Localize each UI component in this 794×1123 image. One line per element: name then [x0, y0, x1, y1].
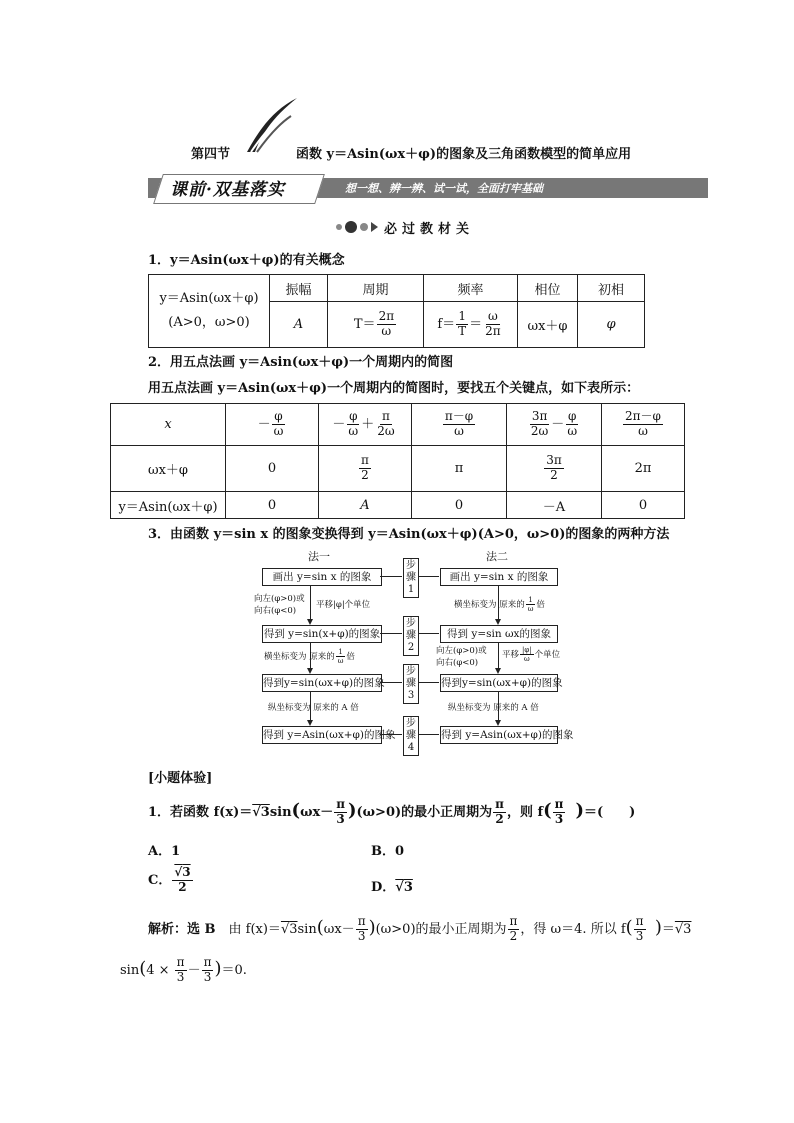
concept-label-line2: (A>0，ω>0)	[168, 315, 250, 330]
step-1: 步骤1	[403, 558, 419, 598]
m2-box-3: 得到y=sin(ωx+φ)的图象	[440, 674, 558, 692]
arrow-left	[380, 633, 402, 634]
header-swoosh-logo	[245, 96, 300, 154]
arrow-down-icon	[307, 668, 313, 674]
cell-frequency: f＝ $\frac{1}{T}$ ＝ $\frac{\omega}{2\pi}$	[424, 302, 518, 348]
m1-box-3: 得到y=sin(ωx+φ)的图象	[262, 674, 382, 692]
m1-note-1b: 向右(φ<0)	[254, 606, 297, 616]
cell-phase: ωx＋φ	[518, 302, 578, 348]
arrow-left	[380, 682, 402, 683]
phase-point-4: $\frac{3\pi}{2}$	[507, 446, 602, 492]
m2-note-2b: 向右(φ<0)	[436, 658, 479, 668]
x-point-2: － $\frac{\varphi}{\omega}$ ＋ $\frac{\pi}{2\omega}$	[319, 404, 412, 446]
banner-left-title: 课前·双基落实	[170, 180, 285, 200]
header-frequency: 频率	[424, 275, 518, 302]
row-label-y: y＝Asin(ωx＋φ)	[111, 492, 226, 519]
sec2-heading: 2．用五点法画 y＝Asin(ωx＋φ)一个周期内的简图	[148, 355, 454, 370]
five-point-table	[110, 403, 685, 519]
y-point-1: 0	[226, 492, 319, 519]
x-point-4: $\frac{3\pi}{2\omega}$ － $\frac{\varphi}{\omega}$	[507, 404, 602, 446]
option-c: C． $\frac{√3}{2}$	[148, 865, 191, 894]
phase-point-5: 2π	[602, 446, 685, 492]
arrow-right	[419, 633, 439, 634]
transform-diagram	[254, 548, 574, 753]
m1-note-1a: 向左(φ>0)或	[254, 594, 305, 604]
m2-box-1: 画出 y=sin x 的图象	[440, 568, 558, 586]
arrow-down-icon	[495, 668, 501, 674]
banner	[148, 178, 708, 198]
phase-point-1: 0	[226, 446, 319, 492]
header-initial-phase: 初相	[578, 275, 645, 302]
page-title: 函数 y＝Asin(ωx＋φ)的图象及三角函数模型的简单应用	[296, 147, 632, 162]
m1-box-4: 得到 y=Asin(ωx+φ)的图象	[262, 726, 382, 744]
arrow-right	[419, 682, 439, 683]
pass-badge	[336, 218, 496, 236]
answer-line-1: 解析：选 B 由 f(x)＝√3sin(ωx－ $\frac{\pi}{3}$ )(ω>0)的最小正周期为 $\frac{\pi}{2}$ ，得 ω＝4. 所以 f( $\frac{\pi}{3}$ )＝√3	[148, 914, 692, 943]
header-phase: 相位	[518, 275, 578, 302]
sec3-heading: 3．由函数 y＝sin x 的图象变换得到 y＝Asin(ωx＋φ)(A>0，ω>0)的图象的两种方法	[148, 527, 670, 542]
header-amplitude: 振幅	[270, 275, 328, 302]
arrow-down-icon	[495, 720, 501, 726]
m1-box-2: 得到 y=sin(x+φ)的图象	[262, 625, 382, 643]
dot-icon	[345, 221, 357, 233]
cell-period: T＝ $\frac{2\pi}{\omega}$	[328, 302, 424, 348]
option-b: B．0	[371, 844, 405, 859]
arrow-down-icon	[495, 619, 501, 625]
sec1-heading: 1．y＝Asin(ωx＋φ)的有关概念	[148, 253, 345, 268]
banner-right-text: 想一想、辨一辨、试一试，全面打牢基础	[345, 182, 543, 195]
y-point-5: 0	[602, 492, 685, 519]
m2-note-2c: 平移 $\frac{|\varphi|}{\omega}$ 个单位	[502, 646, 561, 664]
phase-point-3: π	[412, 446, 507, 492]
practice-label: [小题体验]	[148, 771, 213, 786]
x-point-3: $\frac{\pi-\varphi}{\omega}$	[412, 404, 507, 446]
header-period: 周期	[328, 275, 424, 302]
arrow-down-icon	[307, 619, 313, 625]
m2-note-3: 纵坐标变为 原来的 A 倍	[448, 703, 539, 713]
cell-initial-phase: φ	[578, 302, 645, 348]
concept-row-label	[149, 275, 270, 348]
arrow-down-icon	[307, 720, 313, 726]
step-3: 步骤3	[403, 664, 419, 704]
m2-box-4: 得到 y=Asin(ωx+φ)的图象	[440, 726, 558, 744]
step-4: 步骤4	[403, 716, 419, 756]
phase-point-2: $\frac{\pi}{2}$	[319, 446, 412, 492]
x-point-5: $\frac{2\pi-\varphi}{\omega}$	[602, 404, 685, 446]
section-label: 第四节	[191, 147, 231, 162]
option-d: D．√3	[371, 880, 413, 895]
answer-line-2: sin(4 × $\frac{\pi}{3}$ － $\frac{\pi}{3}$ )＝0.	[120, 955, 247, 984]
arrow-right	[419, 576, 439, 577]
m2-note-1: 横坐标变为 原来的 $\frac{1}{\omega}$ 倍	[454, 596, 545, 614]
y-point-4: －A	[507, 492, 602, 519]
pass-label: 必过教材关	[384, 222, 475, 237]
m1-box-1: 画出 y=sin x 的图象	[262, 568, 382, 586]
question-1: 1．若函数 f(x)＝√3sin(ωx－ $\frac{\pi}{3}$ )(ω>0)的最小正周期为 $\frac{\pi}{2}$ ，则 f( $\frac{\pi}{3}$ )＝( )	[148, 797, 636, 826]
row-label-phase: ωx＋φ	[111, 446, 226, 492]
arrow-left	[380, 734, 402, 735]
m2-arrow-2	[498, 643, 499, 668]
method1-label: 法一	[308, 550, 330, 563]
arrow-right	[419, 734, 439, 735]
chevron-right-icon	[371, 222, 378, 232]
m1-note-1c: 平移|φ|个单位	[316, 600, 371, 610]
m1-note-3: 纵坐标变为 原来的 A 倍	[268, 703, 359, 713]
m2-note-2a: 向左(φ>0)或	[436, 646, 487, 656]
sec2-intro: 用五点法画 y＝Asin(ωx＋φ)一个周期内的简图时，要找五个关键点，如下表所示：	[148, 381, 640, 396]
m2-box-2: 得到 y=sin ωx的图象	[440, 625, 558, 643]
step-2: 步骤2	[403, 616, 419, 656]
concept-label-line1: y＝Asin(ωx＋φ)	[159, 291, 259, 306]
cell-amplitude: A	[270, 302, 328, 348]
y-point-3: 0	[412, 492, 507, 519]
arrow-left	[380, 576, 402, 577]
dot-icon	[336, 224, 342, 230]
row-label-x: x	[111, 404, 226, 446]
option-a: A．1	[148, 844, 181, 859]
x-point-1: － $\frac{\varphi}{\omega}$	[226, 404, 319, 446]
method2-label: 法二	[486, 550, 508, 563]
y-point-2: A	[319, 492, 412, 519]
concept-table	[148, 274, 645, 348]
m1-note-2: 横坐标变为 原来的 $\frac{1}{\omega}$ 倍	[264, 648, 355, 666]
m1-arrow-1	[310, 586, 311, 619]
dot-icon	[360, 223, 368, 231]
